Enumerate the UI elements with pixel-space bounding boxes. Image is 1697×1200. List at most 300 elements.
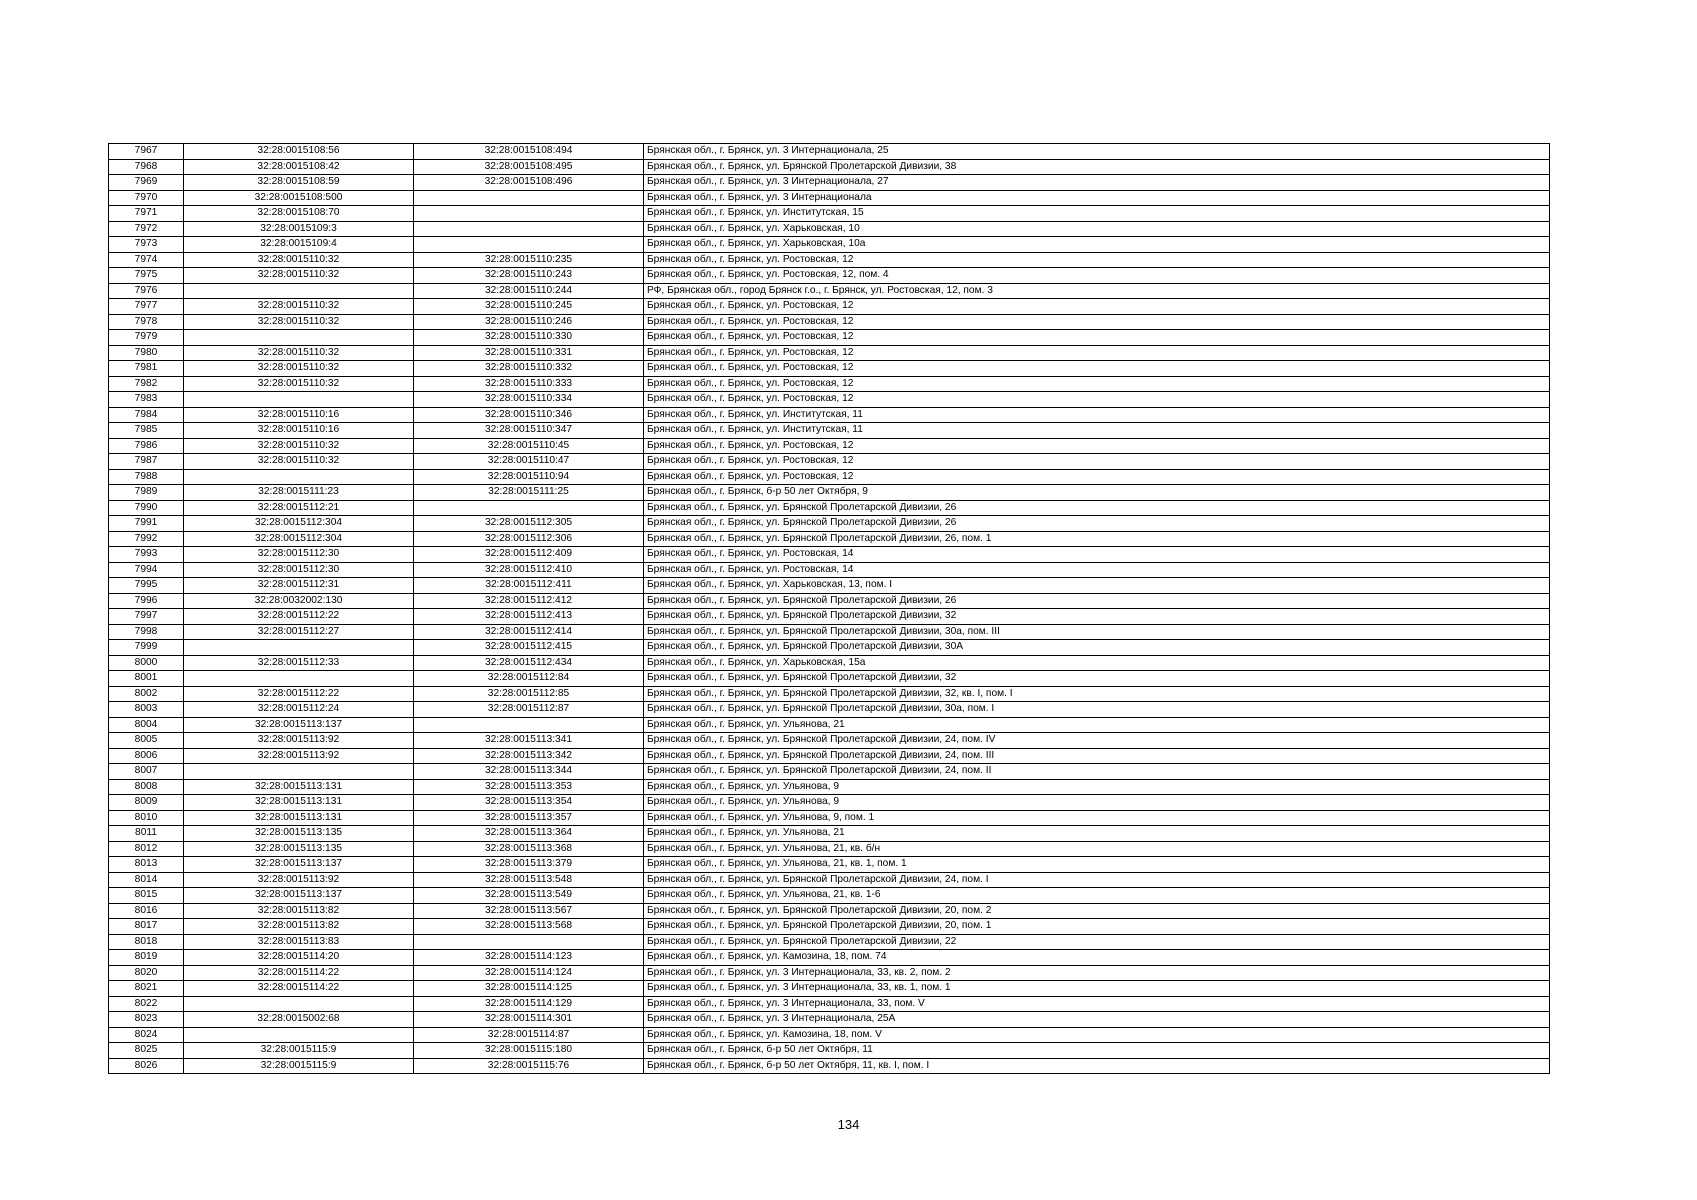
address-cell: Брянская обл., г. Брянск, ул. 3 Интернационала, 27 [644,175,1550,191]
address-cell: Брянская обл., г. Брянск, ул. Ульянова, 21, кв. 1, пом. 1 [644,857,1550,873]
address-cell: Брянская обл., г. Брянск, ул. Брянской Пролетарской Дивизии, 30А [644,640,1550,656]
land-plot-cadastral-cell: 32:28:0015110:32 [184,268,414,284]
object-cadastral-cell: 32:28:0015110:45 [414,438,644,454]
address-cell: РФ, Брянская обл., город Брянск г.о., г. Брянск, ул. Ростовская, 12, пом. 3 [644,283,1550,299]
object-cadastral-cell: 32:28:0015110:243 [414,268,644,284]
address-cell: Брянская обл., г. Брянск, ул. Харьковская, 13, пом. I [644,578,1550,594]
land-plot-cadastral-cell: 32:28:0015113:135 [184,841,414,857]
row-number-cell: 8013 [109,857,184,873]
object-cadastral-cell: 32:28:0015112:415 [414,640,644,656]
object-cadastral-cell: 32:28:0015110:47 [414,454,644,470]
object-cadastral-cell: 32:28:0015115:180 [414,1043,644,1059]
object-cadastral-cell: 32:28:0015113:364 [414,826,644,842]
land-plot-cadastral-cell: 32:28:0015110:32 [184,299,414,315]
table-row [109,1043,1550,1059]
object-cadastral-cell: 32:28:0015111:25 [414,485,644,501]
address-cell: Брянская обл., г. Брянск, ул. Ульянова, 9, пом. 1 [644,810,1550,826]
address-cell: Брянская обл., г. Брянск, ул. Брянской Пролетарской Дивизии, 32, кв. I, пом. I [644,686,1550,702]
object-cadastral-cell: 32:28:0015108:496 [414,175,644,191]
land-plot-cadastral-cell: 32:28:0015108:70 [184,206,414,222]
address-cell: Брянская обл., г. Брянск, ул. Ульянова, 21, кв. 1-6 [644,888,1550,904]
table-row [109,640,1550,656]
address-cell: Брянская обл., г. Брянск, ул. 3 Интернационала, 33, кв. 1, пом. 1 [644,981,1550,997]
address-cell: Брянская обл., г. Брянск, ул. Брянской Пролетарской Дивизии, 20, пом. 1 [644,919,1550,935]
table-row [109,841,1550,857]
object-cadastral-cell: 32:28:0015113:368 [414,841,644,857]
land-plot-cadastral-cell: 32:28:0015112:304 [184,531,414,547]
address-cell: Брянская обл., г. Брянск, ул. Брянской Пролетарской Дивизии, 24, пом. III [644,748,1550,764]
object-cadastral-cell [414,221,644,237]
row-number-cell: 7980 [109,345,184,361]
address-cell: Брянская обл., г. Брянск, ул. Ростовская, 12 [644,469,1550,485]
land-plot-cadastral-cell: 32:28:0015113:131 [184,779,414,795]
row-number-cell: 8004 [109,717,184,733]
row-number-cell: 8020 [109,965,184,981]
row-number-cell: 7979 [109,330,184,346]
land-plot-cadastral-cell: 32:28:0015113:92 [184,872,414,888]
land-plot-cadastral-cell: 32:28:0015114:22 [184,981,414,997]
object-cadastral-cell [414,190,644,206]
table-row [109,1027,1550,1043]
row-number-cell: 7985 [109,423,184,439]
object-cadastral-cell: 32:28:0015112:306 [414,531,644,547]
object-cadastral-cell: 32:28:0015110:331 [414,345,644,361]
address-cell: Брянская обл., г. Брянск, ул. Ульянова, 21 [644,826,1550,842]
table-row [109,655,1550,671]
object-cadastral-cell: 32:28:0015112:411 [414,578,644,594]
land-plot-cadastral-cell: 32:28:0015115:9 [184,1058,414,1074]
table-row [109,981,1550,997]
address-cell: Брянская обл., г. Брянск, ул. Институтская, 11 [644,423,1550,439]
object-cadastral-cell [414,237,644,253]
address-cell: Брянская обл., г. Брянск, ул. Брянской Пролетарской Дивизии, 26 [644,516,1550,532]
table-row [109,624,1550,640]
table-row [109,764,1550,780]
object-cadastral-cell: 32:28:0015108:495 [414,159,644,175]
object-cadastral-cell [414,500,644,516]
table-row [109,438,1550,454]
row-number-cell: 7974 [109,252,184,268]
table-row [109,144,1550,160]
object-cadastral-cell: 32:28:0015112:87 [414,702,644,718]
object-cadastral-cell: 32:28:0015112:305 [414,516,644,532]
address-cell: Брянская обл., г. Брянск, ул. Ростовская, 12 [644,454,1550,470]
land-plot-cadastral-cell: 32:28:0015110:32 [184,376,414,392]
row-number-cell: 7989 [109,485,184,501]
land-plot-cadastral-cell: 32:28:0015113:137 [184,888,414,904]
row-number-cell: 7967 [109,144,184,160]
registry-table-body [109,144,1550,1074]
land-plot-cadastral-cell: 32:28:0015112:24 [184,702,414,718]
table-row [109,547,1550,563]
table-row [109,376,1550,392]
table-row [109,826,1550,842]
row-number-cell: 7978 [109,314,184,330]
row-number-cell: 8014 [109,872,184,888]
table-row [109,206,1550,222]
address-cell: Брянская обл., г. Брянск, ул. Ростовская, 14 [644,547,1550,563]
object-cadastral-cell: 32:28:0015110:244 [414,283,644,299]
land-plot-cadastral-cell: 32:28:0015112:22 [184,686,414,702]
table-row [109,531,1550,547]
land-plot-cadastral-cell: 32:28:0015113:131 [184,795,414,811]
address-cell: Брянская обл., г. Брянск, ул. Брянской Пролетарской Дивизии, 32 [644,609,1550,625]
row-number-cell: 7999 [109,640,184,656]
table-row [109,686,1550,702]
address-cell: Брянская обл., г. Брянск, б-р 50 лет Октября, 11 [644,1043,1550,1059]
object-cadastral-cell: 32:28:0015113:342 [414,748,644,764]
land-plot-cadastral-cell: 32:28:0015115:9 [184,1043,414,1059]
address-cell: Брянская обл., г. Брянск, ул. Институтская, 15 [644,206,1550,222]
object-cadastral-cell [414,934,644,950]
land-plot-cadastral-cell: 32:28:0015113:92 [184,733,414,749]
table-row [109,1058,1550,1074]
land-plot-cadastral-cell: 32:28:0015112:21 [184,500,414,516]
row-number-cell: 7988 [109,469,184,485]
land-plot-cadastral-cell: 32:28:0015114:20 [184,950,414,966]
row-number-cell: 7987 [109,454,184,470]
row-number-cell: 7984 [109,407,184,423]
table-row [109,950,1550,966]
table-row [109,857,1550,873]
land-plot-cadastral-cell: 32:28:0015113:82 [184,903,414,919]
land-plot-cadastral-cell: 32:28:0015113:82 [184,919,414,935]
land-plot-cadastral-cell: 32:28:0015108:42 [184,159,414,175]
address-cell: Брянская обл., г. Брянск, ул. Институтская, 11 [644,407,1550,423]
land-plot-cadastral-cell: 32:28:0015108:59 [184,175,414,191]
land-plot-cadastral-cell: 32:28:0015112:22 [184,609,414,625]
land-plot-cadastral-cell: 32:28:0032002:130 [184,593,414,609]
row-number-cell: 7975 [109,268,184,284]
table-row [109,671,1550,687]
object-cadastral-cell: 32:28:0015113:379 [414,857,644,873]
land-plot-cadastral-cell: 32:28:0015110:16 [184,407,414,423]
row-number-cell: 7973 [109,237,184,253]
land-plot-cadastral-cell: 32:28:0015110:32 [184,438,414,454]
address-cell: Брянская обл., г. Брянск, ул. Харьковская, 10а [644,237,1550,253]
object-cadastral-cell: 32:28:0015115:76 [414,1058,644,1074]
land-plot-cadastral-cell: 32:28:0015114:22 [184,965,414,981]
land-plot-cadastral-cell: 32:28:0015113:83 [184,934,414,950]
table-row [109,888,1550,904]
object-cadastral-cell: 32:28:0015110:330 [414,330,644,346]
registry-table [108,143,1550,1074]
address-cell: Брянская обл., г. Брянск, ул. Ростовская, 12 [644,361,1550,377]
table-row [109,221,1550,237]
address-cell: Брянская обл., г. Брянск, ул. Ростовская, 12 [644,314,1550,330]
row-number-cell: 7997 [109,609,184,625]
land-plot-cadastral-cell: 32:28:0015110:16 [184,423,414,439]
object-cadastral-cell: 32:28:0015114:301 [414,1012,644,1028]
address-cell: Брянская обл., г. Брянск, ул. Брянской Пролетарской Дивизии, 32 [644,671,1550,687]
land-plot-cadastral-cell [184,764,414,780]
row-number-cell: 7977 [109,299,184,315]
row-number-cell: 7996 [109,593,184,609]
object-cadastral-cell: 32:28:0015114:129 [414,996,644,1012]
object-cadastral-cell: 32:28:0015112:84 [414,671,644,687]
address-cell: Брянская обл., г. Брянск, ул. Брянской Пролетарской Дивизии, 24, пом. IV [644,733,1550,749]
object-cadastral-cell: 32:28:0015110:333 [414,376,644,392]
land-plot-cadastral-cell: 32:28:0015113:135 [184,826,414,842]
address-cell: Брянская обл., г. Брянск, ул. Ростовская, 12 [644,438,1550,454]
address-cell: Брянская обл., г. Брянск, ул. Ульянова, 21 [644,717,1550,733]
row-number-cell: 8005 [109,733,184,749]
address-cell: Брянская обл., г. Брянск, ул. Ростовская, 12 [644,392,1550,408]
object-cadastral-cell: 32:28:0015112:410 [414,562,644,578]
object-cadastral-cell: 32:28:0015110:94 [414,469,644,485]
object-cadastral-cell: 32:28:0015114:123 [414,950,644,966]
table-row [109,190,1550,206]
table-row [109,996,1550,1012]
object-cadastral-cell: 32:28:0015113:567 [414,903,644,919]
table-row [109,609,1550,625]
table-row [109,1012,1550,1028]
address-cell: Брянская обл., г. Брянск, б-р 50 лет Октября, 9 [644,485,1550,501]
object-cadastral-cell: 32:28:0015112:85 [414,686,644,702]
table-row [109,361,1550,377]
address-cell: Брянская обл., г. Брянск, ул. Брянской Пролетарской Дивизии, 38 [644,159,1550,175]
land-plot-cadastral-cell: 32:28:0015109:4 [184,237,414,253]
table-row [109,175,1550,191]
land-plot-cadastral-cell: 32:28:0015112:27 [184,624,414,640]
object-cadastral-cell: 32:28:0015113:357 [414,810,644,826]
row-number-cell: 8010 [109,810,184,826]
land-plot-cadastral-cell: 32:28:0015112:31 [184,578,414,594]
object-cadastral-cell: 32:28:0015110:347 [414,423,644,439]
table-row [109,159,1550,175]
object-cadastral-cell: 32:28:0015113:341 [414,733,644,749]
table-row [109,268,1550,284]
address-cell: Брянская обл., г. Брянск, ул. Ростовская, 12 [644,345,1550,361]
land-plot-cadastral-cell: 32:28:0015110:32 [184,314,414,330]
land-plot-cadastral-cell: 32:28:0015112:304 [184,516,414,532]
address-cell: Брянская обл., г. Брянск, ул. 3 Интернационала, 33, кв. 2, пом. 2 [644,965,1550,981]
object-cadastral-cell: 32:28:0015110:245 [414,299,644,315]
row-number-cell: 7972 [109,221,184,237]
object-cadastral-cell [414,206,644,222]
object-cadastral-cell: 32:28:0015108:494 [414,144,644,160]
object-cadastral-cell: 32:28:0015114:124 [414,965,644,981]
object-cadastral-cell: 32:28:0015112:414 [414,624,644,640]
address-cell: Брянская обл., г. Брянск, ул. Харьковская, 15а [644,655,1550,671]
row-number-cell: 8019 [109,950,184,966]
table-row [109,919,1550,935]
row-number-cell: 8022 [109,996,184,1012]
address-cell: Брянская обл., г. Брянск, ул. Брянской Пролетарской Дивизии, 30а, пом. III [644,624,1550,640]
object-cadastral-cell: 32:28:0015110:235 [414,252,644,268]
row-number-cell: 8018 [109,934,184,950]
table-row [109,733,1550,749]
row-number-cell: 7986 [109,438,184,454]
land-plot-cadastral-cell: 32:28:0015113:137 [184,717,414,733]
row-number-cell: 7990 [109,500,184,516]
land-plot-cadastral-cell: 32:28:0015113:131 [184,810,414,826]
address-cell: Брянская обл., г. Брянск, ул. Камозина, 18, пом. 74 [644,950,1550,966]
table-row [109,717,1550,733]
table-row [109,423,1550,439]
address-cell: Брянская обл., г. Брянск, ул. Брянской Пролетарской Дивизии, 20, пом. 2 [644,903,1550,919]
land-plot-cadastral-cell: 32:28:0015108:56 [184,144,414,160]
object-cadastral-cell: 32:28:0015112:409 [414,547,644,563]
address-cell: Брянская обл., г. Брянск, ул. Ульянова, 21, кв. б/н [644,841,1550,857]
object-cadastral-cell: 32:28:0015113:344 [414,764,644,780]
table-row [109,593,1550,609]
row-number-cell: 8015 [109,888,184,904]
address-cell: Брянская обл., г. Брянск, ул. Ростовская, 12 [644,252,1550,268]
table-row [109,392,1550,408]
row-number-cell: 8024 [109,1027,184,1043]
object-cadastral-cell: 32:28:0015113:568 [414,919,644,935]
table-row [109,810,1550,826]
object-cadastral-cell: 32:28:0015112:412 [414,593,644,609]
land-plot-cadastral-cell [184,283,414,299]
address-cell: Брянская обл., г. Брянск, ул. Брянской Пролетарской Дивизии, 24, пом. II [644,764,1550,780]
land-plot-cadastral-cell [184,640,414,656]
land-plot-cadastral-cell [184,996,414,1012]
address-cell: Брянская обл., г. Брянск, ул. 3 Интернационала, 33, пом. V [644,996,1550,1012]
table-row [109,779,1550,795]
row-number-cell: 7993 [109,547,184,563]
row-number-cell: 7976 [109,283,184,299]
row-number-cell: 8016 [109,903,184,919]
row-number-cell: 7983 [109,392,184,408]
table-row [109,330,1550,346]
land-plot-cadastral-cell [184,1027,414,1043]
address-cell: Брянская обл., г. Брянск, ул. Ростовская, 12 [644,299,1550,315]
object-cadastral-cell: 32:28:0015110:346 [414,407,644,423]
land-plot-cadastral-cell: 32:28:0015109:3 [184,221,414,237]
row-number-cell: 7995 [109,578,184,594]
object-cadastral-cell: 32:28:0015110:246 [414,314,644,330]
address-cell: Брянская обл., г. Брянск, ул. Ростовская, 14 [644,562,1550,578]
address-cell: Брянская обл., г. Брянск, ул. Ульянова, 9 [644,779,1550,795]
object-cadastral-cell: 32:28:0015114:125 [414,981,644,997]
table-row [109,469,1550,485]
land-plot-cadastral-cell: 32:28:0015110:32 [184,252,414,268]
land-plot-cadastral-cell: 32:28:0015110:32 [184,361,414,377]
table-row [109,562,1550,578]
registry-table-container [108,143,1549,1074]
row-number-cell: 7971 [109,206,184,222]
row-number-cell: 8023 [109,1012,184,1028]
address-cell: Брянская обл., г. Брянск, б-р 50 лет Октября, 11, кв. I, пом. I [644,1058,1550,1074]
row-number-cell: 7981 [109,361,184,377]
table-row [109,237,1550,253]
address-cell: Брянская обл., г. Брянск, ул. 3 Интернационала, 25А [644,1012,1550,1028]
object-cadastral-cell: 32:28:0015113:548 [414,872,644,888]
object-cadastral-cell: 32:28:0015112:413 [414,609,644,625]
row-number-cell: 8002 [109,686,184,702]
row-number-cell: 7992 [109,531,184,547]
page-number: 134 [837,1117,860,1132]
table-row [109,702,1550,718]
land-plot-cadastral-cell [184,392,414,408]
land-plot-cadastral-cell: 32:28:0015111:23 [184,485,414,501]
row-number-cell: 8012 [109,841,184,857]
address-cell: Брянская обл., г. Брянск, ул. Ростовская, 12, пом. 4 [644,268,1550,284]
row-number-cell: 8017 [109,919,184,935]
address-cell: Брянская обл., г. Брянск, ул. Харьковская, 10 [644,221,1550,237]
object-cadastral-cell: 32:28:0015110:334 [414,392,644,408]
land-plot-cadastral-cell: 32:28:0015002:68 [184,1012,414,1028]
table-row [109,485,1550,501]
table-row [109,500,1550,516]
table-row [109,299,1550,315]
land-plot-cadastral-cell [184,671,414,687]
row-number-cell: 8006 [109,748,184,764]
object-cadastral-cell: 32:28:0015113:354 [414,795,644,811]
address-cell: Брянская обл., г. Брянск, ул. Камозина, 18, пом. V [644,1027,1550,1043]
row-number-cell: 7982 [109,376,184,392]
table-row [109,454,1550,470]
table-row [109,965,1550,981]
row-number-cell: 7968 [109,159,184,175]
table-row [109,748,1550,764]
object-cadastral-cell: 32:28:0015114:87 [414,1027,644,1043]
table-row [109,795,1550,811]
table-row [109,252,1550,268]
row-number-cell: 7969 [109,175,184,191]
row-number-cell: 8026 [109,1058,184,1074]
table-row [109,903,1550,919]
table-row [109,314,1550,330]
object-cadastral-cell: 32:28:0015112:434 [414,655,644,671]
table-row [109,578,1550,594]
row-number-cell: 8003 [109,702,184,718]
row-number-cell: 8007 [109,764,184,780]
address-cell: Брянская обл., г. Брянск, ул. Ульянова, 9 [644,795,1550,811]
object-cadastral-cell: 32:28:0015113:549 [414,888,644,904]
land-plot-cadastral-cell: 32:28:0015110:32 [184,345,414,361]
land-plot-cadastral-cell: 32:28:0015112:33 [184,655,414,671]
table-row [109,872,1550,888]
address-cell: Брянская обл., г. Брянск, ул. Брянской Пролетарской Дивизии, 26 [644,593,1550,609]
row-number-cell: 8001 [109,671,184,687]
land-plot-cadastral-cell: 32:28:0015110:32 [184,454,414,470]
address-cell: Брянская обл., г. Брянск, ул. Брянской Пролетарской Дивизии, 22 [644,934,1550,950]
land-plot-cadastral-cell: 32:28:0015113:92 [184,748,414,764]
land-plot-cadastral-cell [184,469,414,485]
row-number-cell: 8021 [109,981,184,997]
row-number-cell: 8008 [109,779,184,795]
row-number-cell: 8011 [109,826,184,842]
row-number-cell: 8000 [109,655,184,671]
address-cell: Брянская обл., г. Брянск, ул. 3 Интернационала [644,190,1550,206]
object-cadastral-cell: 32:28:0015113:353 [414,779,644,795]
row-number-cell: 7970 [109,190,184,206]
row-number-cell: 7998 [109,624,184,640]
table-row [109,934,1550,950]
address-cell: Брянская обл., г. Брянск, ул. Ростовская, 12 [644,376,1550,392]
address-cell: Брянская обл., г. Брянск, ул. Ростовская, 12 [644,330,1550,346]
object-cadastral-cell [414,717,644,733]
land-plot-cadastral-cell: 32:28:0015108:500 [184,190,414,206]
table-row [109,283,1550,299]
table-row [109,407,1550,423]
address-cell: Брянская обл., г. Брянск, ул. 3 Интернационала, 25 [644,144,1550,160]
address-cell: Брянская обл., г. Брянск, ул. Брянской Пролетарской Дивизии, 24, пом. I [644,872,1550,888]
object-cadastral-cell: 32:28:0015110:332 [414,361,644,377]
address-cell: Брянская обл., г. Брянск, ул. Брянской Пролетарской Дивизии, 26 [644,500,1550,516]
address-cell: Брянская обл., г. Брянск, ул. Брянской Пролетарской Дивизии, 30а, пом. I [644,702,1550,718]
land-plot-cadastral-cell: 32:28:0015113:137 [184,857,414,873]
table-row [109,516,1550,532]
table-row [109,345,1550,361]
land-plot-cadastral-cell [184,330,414,346]
address-cell: Брянская обл., г. Брянск, ул. Брянской Пролетарской Дивизии, 26, пом. 1 [644,531,1550,547]
row-number-cell: 8009 [109,795,184,811]
land-plot-cadastral-cell: 32:28:0015112:30 [184,562,414,578]
